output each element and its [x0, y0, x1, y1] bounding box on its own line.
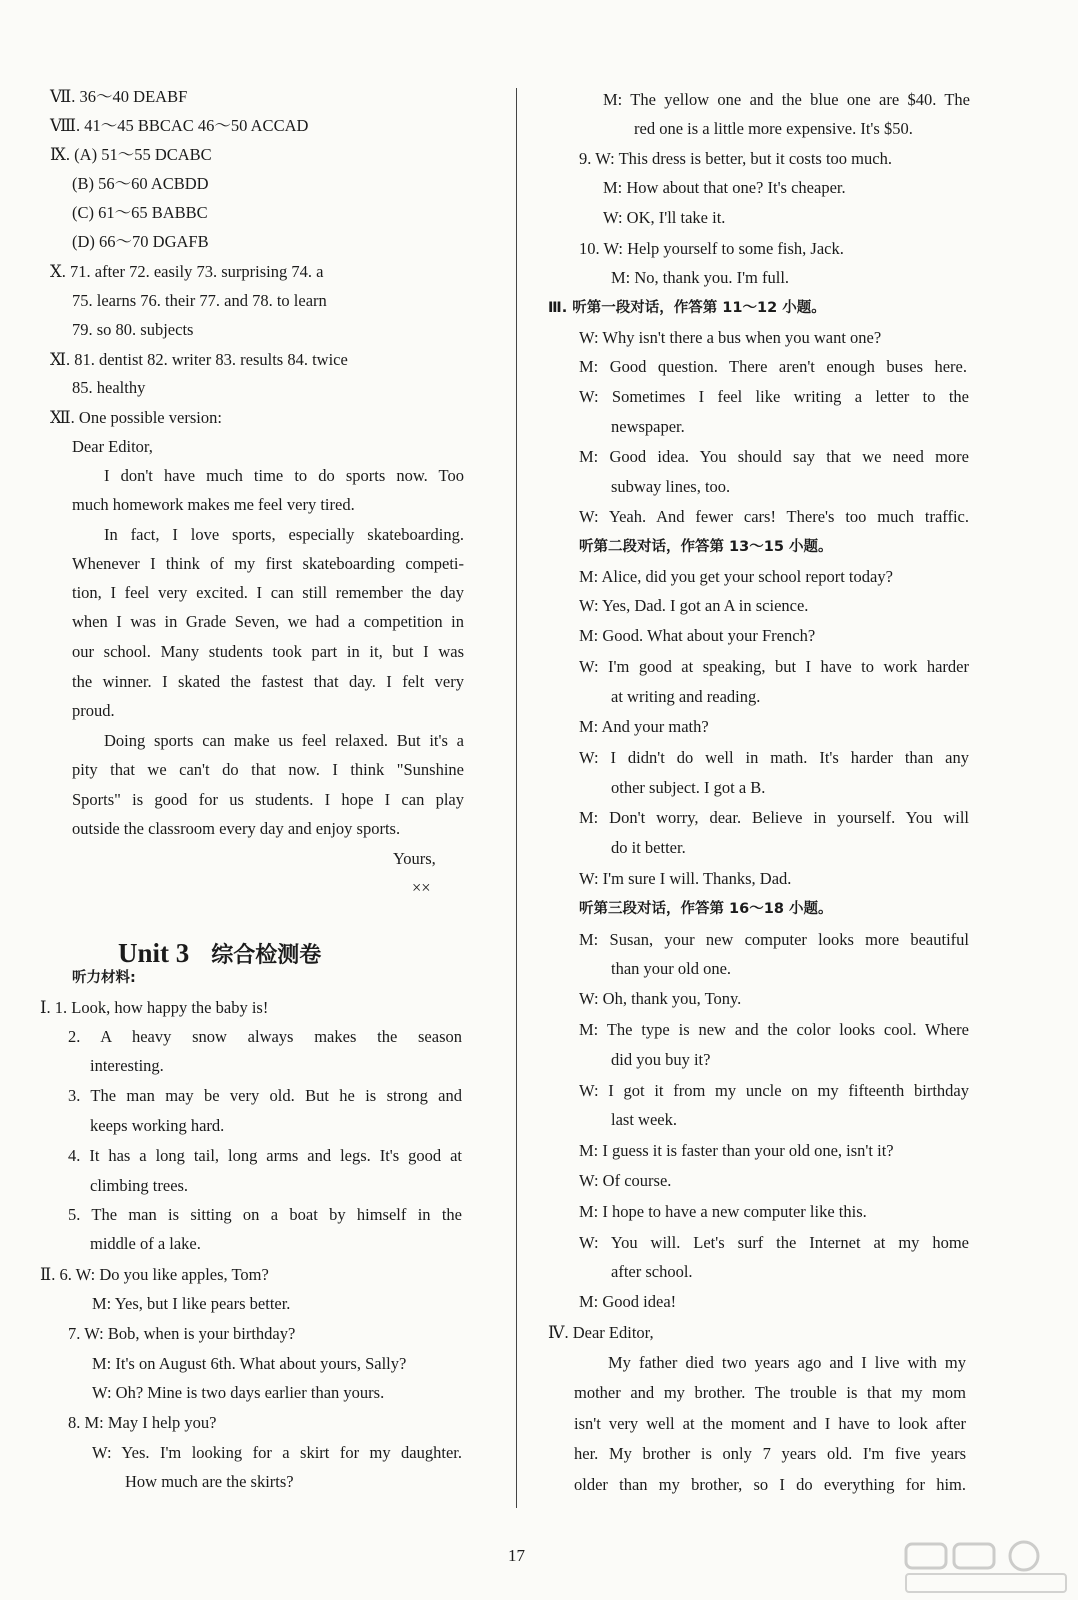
right-text-line: M: No, thank you. I'm full. — [611, 268, 790, 287]
right-text-line: 听第三段对话，作答第 16～18 小题。 — [579, 901, 833, 917]
left-text-line: 75. learns 76. their 77. and 78. to learn — [72, 291, 327, 310]
right-text-line: W: I didn't do well in math. It's harder than any — [579, 748, 969, 767]
left-text-line: middle of a lake. — [90, 1234, 201, 1253]
left-text-line: Whenever I think of my first skateboarding competi- — [72, 554, 464, 573]
left-text-line: (C) 61～65 BABBC — [72, 203, 208, 222]
divider — [516, 88, 517, 1508]
right-text-line: after school. — [611, 1262, 693, 1281]
left-text-line: proud. — [72, 701, 115, 720]
left-text-line: I don't have much time to do sports now. Too — [104, 466, 464, 485]
right-text-line: older than my brother, so I do everything for him. — [574, 1475, 966, 1494]
left-text-line: 4. It has a long tail, long arms and legs. It's good at — [68, 1146, 462, 1165]
right-text-line: M: Don't worry, dear. Believe in yourself. You will — [579, 808, 969, 827]
left-text-line: (D) 66～70 DGAFB — [72, 232, 209, 251]
right-text-line: W: I'm good at speaking, but I have to work harder — [579, 657, 969, 676]
left-text-line: 2. A heavy snow always makes the season — [68, 1027, 462, 1046]
left-text-line: Ⅹ. 71. after 72. easily 73. surprising 74. a — [50, 262, 324, 281]
left-text-line: keeps working hard. — [90, 1116, 225, 1135]
left-text-line: pity that we can't do that now. I think "Sunshine — [72, 760, 464, 779]
left-text-line: (B) 56～60 ACBDD — [72, 174, 209, 193]
left-text-line: outside the classroom every day and enjoy sports. — [72, 819, 401, 838]
right-text-line: W: Oh, thank you, Tony. — [579, 989, 742, 1008]
right-text-line: 听第二段对话，作答第 13～15 小题。 — [579, 539, 833, 555]
right-text-line: W: Of course. — [579, 1171, 672, 1190]
left-text-line: 5. The man is sitting on a boat by himself in the — [68, 1205, 462, 1224]
left-text-line: W: Yes. I'm looking for a skirt for my daughter. — [92, 1443, 462, 1462]
left-text-line: the winner. I skated the fastest that day. I felt very — [72, 672, 464, 691]
right-text-line: isn't very well at the moment and I have to look after — [574, 1414, 966, 1433]
right-text-line: M: Good. What about your French? — [579, 626, 816, 645]
left-text-line: Ⅺ. 81. dentist 82. writer 83. results 84. twice — [50, 350, 348, 369]
left-text-line: when I was in Grade Seven, we had a competition in — [72, 612, 464, 631]
left-text-line: much homework makes me feel very tired. — [72, 495, 355, 514]
left-text-line: Ⅶ. 36～40 DEABF — [50, 87, 188, 106]
right-text-line: W: OK, I'll take it. — [603, 208, 726, 227]
right-text-line: subway lines, too. — [611, 477, 731, 496]
right-text-line: M: I hope to have a new computer like this. — [579, 1202, 867, 1221]
right-text-line: My father died two years ago and I live with my — [608, 1353, 966, 1372]
right-text-line: mother and my brother. The trouble is that my mom — [574, 1383, 966, 1402]
left-text-line: 听力材料: — [72, 970, 136, 986]
right-text-line: M: The yellow one and the blue one are $40. The — [603, 90, 970, 109]
left-text-line: Ⅸ. (A) 51～55 DCABC — [50, 145, 212, 164]
right-text-line: red one is a little more expensive. It's $50. — [634, 119, 913, 138]
left-text-line: ×× — [412, 878, 431, 897]
right-text-line: M: Alice, did you get your school report today? — [579, 567, 893, 586]
right-text-line: W: Sometimes I feel like writing a letter to the — [579, 387, 969, 406]
right-text-line: W: Yes, Dad. I got an A in science. — [579, 596, 809, 615]
left-text-line: W: Oh? Mine is two days earlier than yours. — [92, 1383, 385, 1402]
left-text-line: Ⅻ. One possible version: — [50, 408, 222, 427]
left-text-line: Yours, — [393, 849, 436, 868]
left-text-line: our school. Many students took part in it, but I was — [72, 642, 464, 661]
left-text-line: Ⅱ. 6. W: Do you like apples, Tom? — [40, 1265, 269, 1284]
right-text-line: W: I'm sure I will. Thanks, Dad. — [579, 869, 792, 888]
right-text-line: Ⅲ. 听第一段对话，作答第 11～12 小题。 — [548, 300, 826, 316]
right-text-line: M: And your math? — [579, 717, 709, 736]
right-text-line: M: How about that one? It's cheaper. — [603, 178, 846, 197]
left-text-line: How much are the skirts? — [125, 1472, 294, 1491]
right-text-line: M: The type is new and the color looks cool. Where — [579, 1020, 969, 1039]
left-text-line: 7. W: Bob, when is your birthday? — [68, 1324, 296, 1343]
right-text-line: W: Why isn't there a bus when you want one? — [579, 328, 882, 347]
left-text-line: 8. M: May I help you? — [68, 1413, 217, 1432]
left-text-line: 3. The man may be very old. But he is strong and — [68, 1086, 462, 1105]
left-text-line: 85. healthy — [72, 378, 146, 397]
right-text-line: W: You will. Let's surf the Internet at my home — [579, 1233, 969, 1252]
right-text-line: her. My brother is only 7 years old. I'm five years — [574, 1444, 966, 1463]
right-text-line: M: Good idea. You should say that we need more — [579, 447, 969, 466]
right-text-line: at writing and reading. — [611, 687, 761, 706]
left-text-line: climbing trees. — [90, 1176, 189, 1195]
right-text-line: than your old one. — [611, 959, 732, 978]
right-text-line: M: Good idea! — [579, 1292, 677, 1311]
left-text-line: M: It's on August 6th. What about yours, Sally? — [92, 1354, 407, 1373]
right-text-line: M: Susan, your new computer looks more beautiful — [579, 930, 969, 949]
right-text-line: W: Yeah. And fewer cars! There's too much traffic. — [579, 507, 969, 526]
left-text-line: 79. so 80. subjects — [72, 320, 194, 339]
unit-title-chinese: 综合检测卷 — [211, 943, 322, 968]
watermark-logo — [902, 1538, 1072, 1596]
left-text-line: Doing sports can make us feel relaxed. But it's a — [104, 731, 464, 750]
left-text-line: Ⅰ. 1. Look, how happy the baby is! — [40, 998, 269, 1017]
unit-title — [118, 936, 321, 973]
right-text-line: newspaper. — [611, 417, 685, 436]
left-text-line: M: Yes, but I like pears better. — [92, 1294, 291, 1313]
right-text-line: last week. — [611, 1110, 677, 1129]
left-text-line: In fact, I love sports, especially skateboarding. — [104, 525, 464, 544]
left-text-line: Sports" is good for us students. I hope I can play — [72, 790, 464, 809]
left-text-line: Ⅷ. 41～45 BBCAC 46～50 ACCAD — [50, 116, 309, 135]
right-text-line: 10. W: Help yourself to some fish, Jack. — [579, 239, 844, 258]
right-text-line: do it better. — [611, 838, 686, 857]
page-number: 17 — [508, 1546, 525, 1565]
right-text-line: Ⅳ. Dear Editor, — [548, 1323, 654, 1342]
unit-title-number: Unit 3 — [118, 938, 190, 968]
right-text-line: W: I got it from my uncle on my fifteenth birthday — [579, 1081, 969, 1100]
right-text-line: M: Good question. There aren't enough buses here. — [579, 357, 967, 376]
right-text-line: did you buy it? — [611, 1050, 711, 1069]
right-text-line: M: I guess it is faster than your old one, isn't it? — [579, 1141, 894, 1160]
left-text-line: Dear Editor, — [72, 437, 153, 456]
left-text-line: tion, I feel very excited. I can still remember the day — [72, 583, 464, 602]
left-text-line: interesting. — [90, 1056, 164, 1075]
right-text-line: 9. W: This dress is better, but it costs too much. — [579, 149, 892, 168]
right-text-line: other subject. I got a B. — [611, 778, 766, 797]
